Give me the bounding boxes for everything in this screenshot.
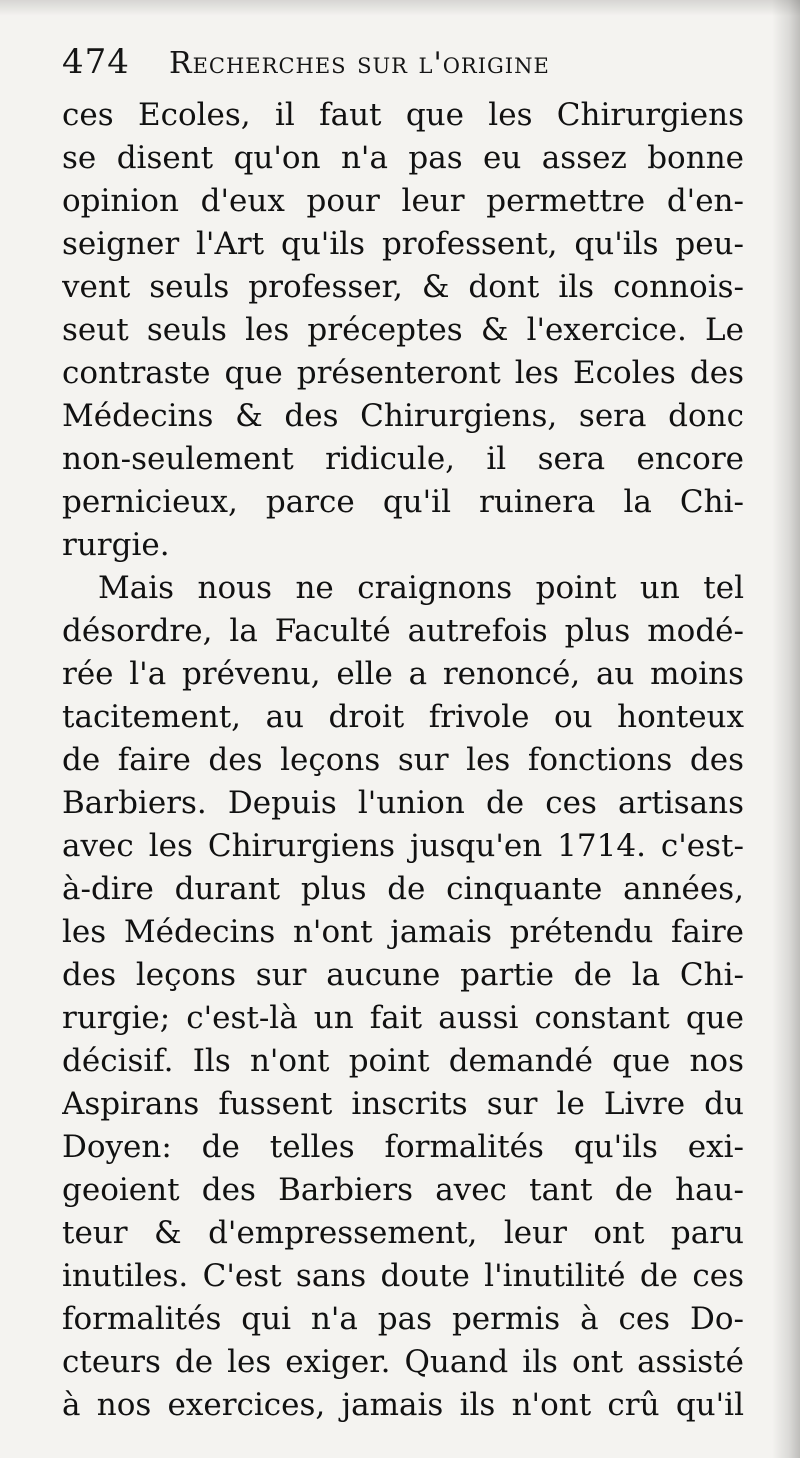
- page-number: 474: [62, 42, 130, 82]
- text-line: tacitement, au droit frivole ou honteux: [62, 699, 744, 735]
- text-line: cteurs de les exiger. Quand ils ont assisté: [62, 1344, 744, 1380]
- text-line: seigner l'Art qu'ils professent, qu'ils peu-: [62, 226, 744, 262]
- text-line: inutiles. C'est sans doute l'inutilité de ces: [62, 1258, 744, 1294]
- text-line: formalités qui n'a pas permis à ces Do-: [62, 1301, 744, 1337]
- text-line: à-dire durant plus de cinquante années,: [62, 871, 744, 907]
- text-line: rurgie; c'est-là un fait aussi constant que: [62, 1000, 744, 1036]
- text-line: opinion d'eux pour leur permettre d'en-: [62, 183, 744, 219]
- text-line: vent seuls professer, & dont ils connois-: [62, 269, 744, 305]
- text-line: à nos exercices, jamais ils n'ont crû qu'il: [62, 1387, 744, 1423]
- text-line: seut seuls les préceptes & l'exercice. Le: [62, 312, 744, 348]
- text-line: Aspirans fussent inscrits sur le Livre du: [62, 1086, 744, 1122]
- text-line: rée l'a prévenu, elle a renoncé, au moins: [62, 656, 744, 692]
- text-line: rurgie.: [62, 527, 170, 563]
- text-line: geoient des Barbiers avec tant de hau-: [62, 1172, 744, 1208]
- text-line: avec les Chirurgiens jusqu'en 1714. c'est-: [62, 828, 744, 864]
- text-line: ces Ecoles, il faut que les Chirurgiens: [62, 97, 744, 133]
- body-text: [62, 94, 744, 1427]
- text-line: se disent qu'on n'a pas eu assez bonne: [62, 140, 744, 176]
- text-line: Doyen: de telles formalités qu'ils exi-: [62, 1129, 744, 1165]
- running-head-title: Recherches sur l'origine: [169, 46, 550, 81]
- text-line: pernicieux, parce qu'il ruinera la Chi-: [62, 484, 744, 520]
- text-line: des leçons sur aucune partie de la Chi-: [62, 957, 744, 993]
- text-line: contraste que présenteront les Ecoles des: [62, 355, 744, 391]
- paragraph-first-line: Mais nous ne craignons point un tel: [98, 570, 744, 606]
- text-line: de faire des leçons sur les fonctions des: [62, 742, 744, 778]
- text-line: teur & d'empressement, leur ont paru: [62, 1215, 744, 1251]
- text-line: Barbiers. Depuis l'union de ces artisans: [62, 785, 744, 821]
- text-line: les Médecins n'ont jamais prétendu faire: [62, 914, 744, 950]
- text-line: non-seulement ridicule, il sera encore: [62, 441, 744, 477]
- text-line: décisif. Ils n'ont point demandé que nos: [62, 1043, 744, 1079]
- text-line: Médecins & des Chirurgiens, sera donc: [62, 398, 744, 434]
- running-head: [62, 42, 762, 92]
- text-line: désordre, la Faculté autrefois plus modé-: [62, 613, 744, 649]
